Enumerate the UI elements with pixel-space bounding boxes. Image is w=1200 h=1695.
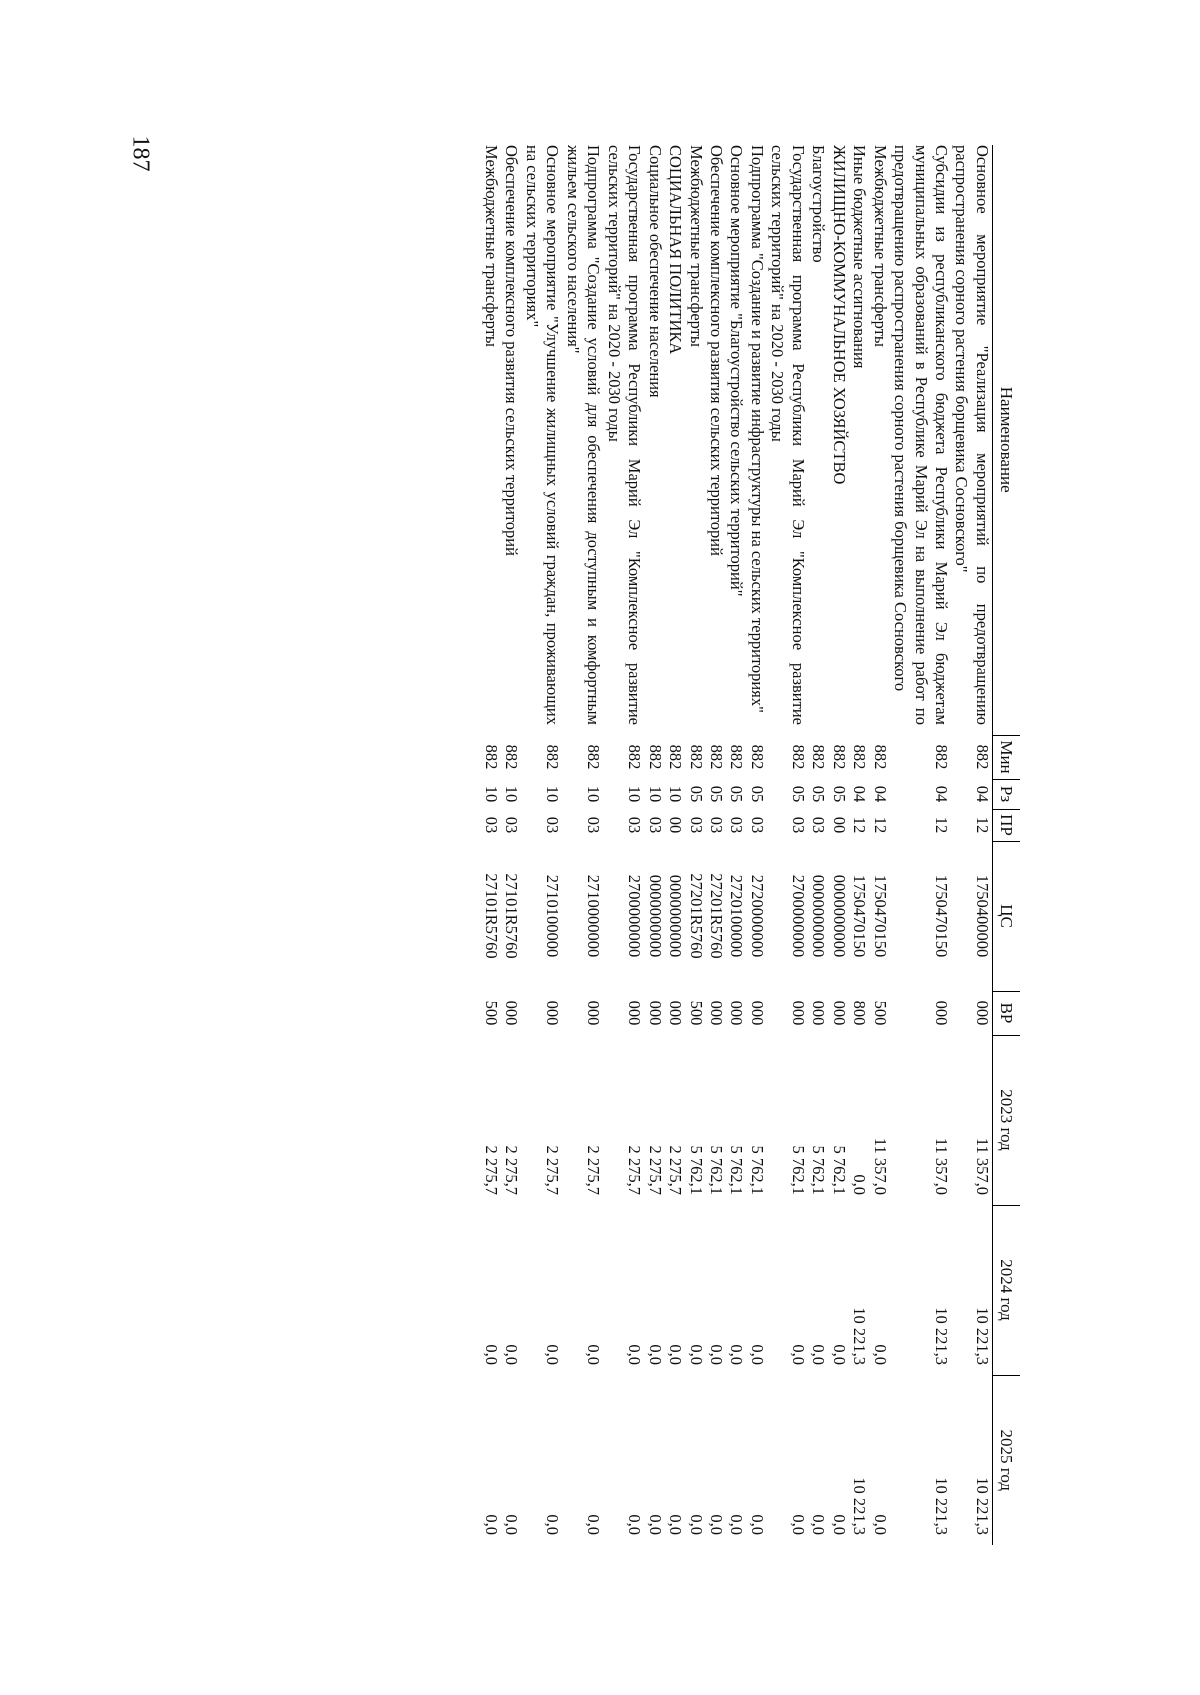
cell-2024: 0,0 [747, 1344, 767, 1365]
cell-rz: 05 [809, 785, 829, 803]
table-row [890, 145, 951, 1545]
cell-pr: 00 [666, 816, 686, 834]
cell-rz: 04 [870, 785, 890, 803]
cell-rz: 10 [666, 785, 686, 803]
cell-min: 882 [666, 744, 686, 770]
cell-vr: 500 [686, 1000, 706, 1026]
header-pr: ПР [992, 809, 1020, 841]
cell-rz: 10 [584, 785, 604, 803]
cell-2024: 0,0 [502, 1344, 522, 1365]
cell-vr: 000 [502, 1000, 522, 1026]
cell-2024: 10 221,3 [850, 1307, 870, 1365]
cell-pr: 03 [584, 816, 604, 834]
table-row [767, 145, 808, 1545]
cell-vr: 000 [809, 1000, 829, 1026]
cell-cs: 2720100000 [727, 874, 747, 958]
cell-2024: 0,0 [829, 1344, 849, 1365]
cell-name: Субсидии из республиканского бюджета Республики Марий Эл бюджетам муниципальных образований в Республике Марий Эл на выполнение работ по предотвращению распространения сорного растения борщевика Сосновского [891, 145, 952, 725]
cell-2024: 0,0 [686, 1344, 706, 1365]
cell-cs: 1750470150 [870, 874, 890, 958]
cell-vr: 000 [932, 1000, 952, 1026]
cell-pr: 03 [788, 816, 808, 834]
cell-2023: 5 762,1 [686, 1145, 706, 1195]
cell-2025: 0,0 [707, 1514, 727, 1535]
table-row [522, 145, 563, 1545]
table-row [808, 145, 828, 1545]
cell-vr: 000 [645, 1000, 665, 1026]
cell-pr: 03 [809, 816, 829, 834]
cell-vr: 000 [747, 1000, 767, 1026]
cell-2025: 0,0 [482, 1514, 502, 1535]
cell-2024: 0,0 [809, 1344, 829, 1365]
cell-name: Обеспечение комплексного развития сельских территорий [502, 145, 522, 556]
cell-pr: 03 [686, 816, 706, 834]
cell-min: 882 [829, 744, 849, 770]
cell-name: Межбюджетные трансферты [482, 145, 502, 348]
table-row [828, 145, 848, 1545]
header-cs: ЦС [992, 841, 1020, 991]
cell-2023: 2 275,7 [584, 1145, 604, 1195]
cell-pr: 03 [625, 816, 645, 834]
cell-name: Основное мероприятие "Улучшение жилищных условий граждан, проживающих на сельских территориях" [522, 145, 563, 725]
cell-name: Государственная программа Республики Марий Эл "Комплексное развитие сельских территорий" на 2020 - 2030 годы [768, 145, 808, 725]
cell-cs: 1750470150 [932, 874, 952, 958]
header-vr: ВР [992, 991, 1020, 1035]
cell-2023: 2 275,7 [543, 1145, 563, 1195]
cell-vr: 000 [543, 1000, 563, 1026]
table-row [603, 145, 644, 1545]
table-row [706, 145, 726, 1545]
cell-rz: 10 [502, 785, 522, 803]
cell-2023: 5 762,1 [829, 1145, 849, 1195]
table-body [481, 145, 993, 1545]
cell-2024: 0,0 [870, 1344, 890, 1365]
cell-2024: 0,0 [625, 1344, 645, 1365]
cell-cs: 2720000000 [747, 874, 767, 958]
cell-min: 882 [625, 744, 645, 770]
cell-cs: 2710000000 [584, 874, 604, 958]
cell-2023: 11 357,0 [870, 1137, 890, 1195]
cell-vr: 000 [972, 1000, 992, 1026]
cell-min: 882 [850, 744, 870, 770]
cell-name: Обеспечение комплексного развития сельских территорий [707, 145, 727, 556]
header-2024: 2024 год [992, 1205, 1020, 1375]
cell-cs: 27201R5760 [686, 873, 706, 959]
cell-vr: 000 [707, 1000, 727, 1026]
table-row [726, 145, 746, 1545]
cell-min: 882 [932, 744, 952, 770]
table-row [665, 145, 685, 1545]
cell-2025: 0,0 [829, 1514, 849, 1535]
cell-rz: 04 [972, 785, 992, 803]
cell-2024: 0,0 [645, 1344, 665, 1365]
cell-min: 882 [707, 744, 727, 770]
cell-rz: 05 [747, 785, 767, 803]
cell-vr: 500 [482, 1000, 502, 1026]
cell-vr: 000 [625, 1000, 645, 1026]
cell-2023: 2 275,7 [482, 1145, 502, 1195]
table-row [746, 145, 766, 1545]
cell-name: Подпрограмма "Создание и развитие инфраструктуры на сельских территориях" [747, 145, 767, 713]
cell-pr: 03 [502, 816, 522, 834]
cell-pr: 12 [932, 816, 952, 834]
cell-2025: 0,0 [666, 1514, 686, 1535]
cell-rz: 04 [932, 785, 952, 803]
cell-vr: 000 [666, 1000, 686, 1026]
cell-2023: 2 275,7 [645, 1145, 665, 1195]
cell-min: 882 [788, 744, 808, 770]
cell-pr: 03 [645, 816, 665, 834]
cell-2023: 0,0 [850, 1174, 870, 1195]
table-row [849, 145, 869, 1545]
cell-pr: 03 [543, 816, 563, 834]
cell-min: 882 [870, 744, 890, 770]
cell-2023: 5 762,1 [727, 1145, 747, 1195]
cell-2025: 0,0 [645, 1514, 665, 1535]
table-row [562, 145, 603, 1545]
cell-2024: 0,0 [482, 1344, 502, 1365]
cell-cs: 0000000000 [829, 874, 849, 958]
cell-2025: 10 221,3 [932, 1477, 952, 1535]
cell-2025: 0,0 [543, 1514, 563, 1535]
cell-name: Основное мероприятие "Реализация мероприятий по предотвращению распространения сорного растения борщевика Сосновского" [952, 145, 992, 725]
table-row [481, 145, 501, 1545]
cell-rz: 05 [727, 785, 747, 803]
cell-cs: 0000000000 [809, 874, 829, 958]
cell-rz: 10 [482, 785, 502, 803]
cell-name: ЖИЛИЩНО-КОММУНАЛЬНОЕ ХОЗЯЙСТВО [829, 145, 849, 485]
cell-min: 882 [727, 744, 747, 770]
table-row [644, 145, 664, 1545]
cell-pr: 12 [850, 816, 870, 834]
cell-cs: 27201R5760 [707, 873, 727, 959]
cell-name: Государственная программа Республики Марий Эл "Комплексное развитие сельских территорий" на 2020 - 2030 годы [604, 145, 645, 725]
cell-2023: 2 275,7 [666, 1145, 686, 1195]
cell-name: Межбюджетные трансферты [686, 145, 706, 348]
cell-min: 882 [502, 744, 522, 770]
cell-min: 882 [972, 744, 992, 770]
cell-rz: 10 [543, 785, 563, 803]
cell-min: 882 [686, 744, 706, 770]
cell-cs: 1750400000 [972, 874, 992, 958]
rotated-page-content [243, 145, 1020, 1555]
cell-cs: 2700000000 [625, 874, 645, 958]
budget-table [481, 145, 1020, 1545]
cell-2025: 0,0 [502, 1514, 522, 1535]
table-row [869, 145, 889, 1545]
cell-rz: 10 [625, 785, 645, 803]
cell-name: Благоустройство [809, 145, 829, 263]
cell-2025: 0,0 [747, 1514, 767, 1535]
cell-2025: 0,0 [625, 1514, 645, 1535]
cell-vr: 800 [850, 1000, 870, 1026]
cell-vr: 000 [727, 1000, 747, 1026]
cell-pr: 12 [972, 816, 992, 834]
cell-2024: 10 221,3 [932, 1307, 952, 1365]
cell-2024: 0,0 [666, 1344, 686, 1365]
cell-2025: 0,0 [727, 1514, 747, 1535]
cell-2023: 5 762,1 [788, 1145, 808, 1195]
table-row [951, 145, 992, 1545]
header-rz: Рз [992, 779, 1020, 809]
cell-name: Иные бюджетные ассигнования [850, 145, 870, 369]
table-header-row [992, 145, 1020, 1545]
cell-2024: 10 221,3 [972, 1307, 992, 1365]
cell-2024: 0,0 [584, 1344, 604, 1365]
cell-pr: 03 [747, 816, 767, 834]
cell-name: Социальное обеспечение населения [645, 145, 665, 398]
cell-rz: 10 [645, 785, 665, 803]
cell-2025: 0,0 [584, 1514, 604, 1535]
cell-rz: 05 [707, 785, 727, 803]
cell-2023: 5 762,1 [747, 1145, 767, 1195]
header-min: Мин [992, 735, 1020, 779]
cell-name: СОЦИАЛЬНАЯ ПОЛИТИКА [666, 145, 686, 355]
cell-2025: 0,0 [686, 1514, 706, 1535]
cell-2023: 11 357,0 [932, 1137, 952, 1195]
cell-2024: 0,0 [543, 1344, 563, 1365]
cell-min: 882 [645, 744, 665, 770]
cell-min: 882 [747, 744, 767, 770]
cell-vr: 000 [584, 1000, 604, 1026]
cell-cs: 1750470150 [850, 874, 870, 958]
table-row [685, 145, 705, 1545]
cell-rz: 05 [788, 785, 808, 803]
cell-cs: 2700000000 [788, 874, 808, 958]
cell-name: Межбюджетные трансферты [870, 145, 890, 348]
cell-2025: 0,0 [788, 1514, 808, 1535]
cell-cs: 27101R5760 [502, 873, 522, 959]
header-name: Наименование [992, 145, 1020, 735]
cell-rz: 05 [829, 785, 849, 803]
cell-pr: 00 [829, 816, 849, 834]
cell-2025: 0,0 [870, 1514, 890, 1535]
cell-min: 882 [543, 744, 563, 770]
cell-vr: 500 [870, 1000, 890, 1026]
cell-pr: 03 [482, 816, 502, 834]
cell-vr: 000 [829, 1000, 849, 1026]
cell-cs: 27101R5760 [482, 873, 502, 959]
cell-pr: 12 [870, 816, 890, 834]
cell-2023: 5 762,1 [809, 1145, 829, 1195]
header-2023: 2023 год [992, 1035, 1020, 1205]
cell-pr: 03 [727, 816, 747, 834]
cell-2025: 0,0 [809, 1514, 829, 1535]
cell-2023: 2 275,7 [502, 1145, 522, 1195]
cell-2025: 10 221,3 [850, 1477, 870, 1535]
cell-name: Подпрограмма "Создание условий для обеспечения доступным и комфортным жильем сельского населения" [563, 145, 604, 725]
cell-name: Основное мероприятие "Благоустройство сельских территорий" [727, 145, 747, 597]
cell-pr: 03 [707, 816, 727, 834]
cell-min: 882 [809, 744, 829, 770]
cell-2024: 0,0 [788, 1344, 808, 1365]
table-row [501, 145, 521, 1545]
page-number: 187 [127, 135, 154, 172]
cell-cs: 0000000000 [645, 874, 665, 958]
cell-2025: 10 221,3 [972, 1477, 992, 1535]
cell-cs: 2710100000 [543, 874, 563, 958]
cell-2023: 5 762,1 [707, 1145, 727, 1195]
cell-vr: 000 [788, 1000, 808, 1026]
cell-2024: 0,0 [727, 1344, 747, 1365]
cell-2023: 2 275,7 [625, 1145, 645, 1195]
cell-2024: 0,0 [707, 1344, 727, 1365]
cell-rz: 05 [686, 785, 706, 803]
cell-rz: 04 [850, 785, 870, 803]
cell-2023: 11 357,0 [972, 1137, 992, 1195]
header-2025: 2025 год [992, 1375, 1020, 1545]
cell-min: 882 [482, 744, 502, 770]
cell-min: 882 [584, 744, 604, 770]
cell-cs: 0000000000 [666, 874, 686, 958]
